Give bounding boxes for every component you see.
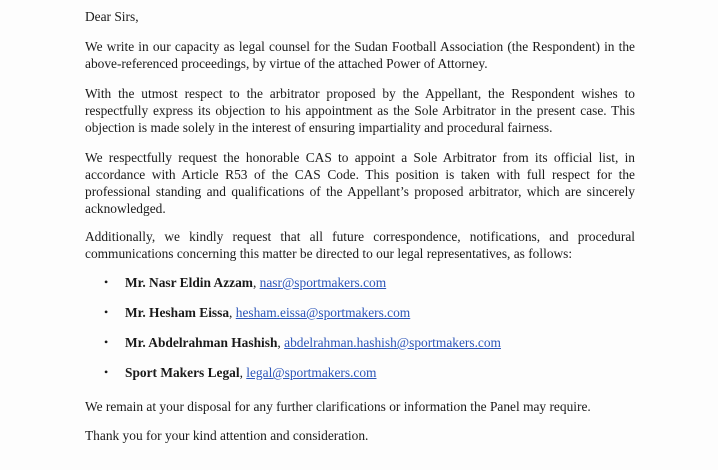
- contact-name: Sport Makers Legal: [125, 365, 240, 380]
- contact-separator: ,: [239, 365, 247, 380]
- contact-separator: ,: [252, 275, 260, 290]
- contact-item: [85, 274, 501, 304]
- bullet-icon: •: [104, 335, 109, 349]
- contact-name: Mr. Hesham Eissa: [125, 305, 230, 320]
- contact-email-link[interactable]: abdelrahman.hashish@sportmakers.com: [284, 335, 501, 350]
- paragraph-thanks: Thank you for your kind attention and consideration.: [85, 428, 369, 443]
- paragraph-representation: We write in our capacity as legal counsel for the Sudan Football Association (the Respondent) in the above-referenced proceedings, by virtue of the attached Power of Attorney.: [85, 39, 635, 71]
- contact-item: [85, 334, 501, 364]
- salutation: Dear Sirs,: [85, 9, 139, 24]
- contact-email-link[interactable]: hesham.eissa@sportmakers.com: [235, 305, 411, 320]
- paragraph-disposal: We remain at your disposal for any further clarifications or information the Panel may require.: [85, 399, 591, 414]
- contact-name: Mr. Nasr Eldin Azzam: [125, 275, 253, 290]
- contact-separator: ,: [277, 335, 285, 350]
- contact-separator: ,: [229, 305, 236, 320]
- bullet-icon: •: [104, 305, 109, 319]
- paragraph-objection: With the utmost respect to the arbitrator proposed by the Appellant, the Respondent wishes to respectfully express its objection to his appointment as the Sole Arbitrator in the present case. This objection is made solely in the interest of ensuring impartiality and procedural fairness.: [85, 86, 635, 135]
- paragraph-correspondence: Additionally, we kindly request that all future correspondence, notifications, and procedural communications concerning this matter be directed to our legal representatives, as follows:: [85, 229, 635, 261]
- contact-item: [85, 364, 501, 394]
- contact-name: Mr. Abdelrahman Hashish: [125, 335, 278, 350]
- bullet-icon: •: [104, 365, 109, 379]
- contact-list: [85, 274, 501, 394]
- contact-email-link[interactable]: nasr@sportmakers.com: [259, 275, 387, 290]
- bullet-icon: •: [104, 275, 109, 289]
- contact-email-link[interactable]: legal@sportmakers.com: [246, 365, 377, 380]
- contact-item: [85, 304, 501, 334]
- paragraph-request-sole-arbitrator: We respectfully request the honorable CAS to appoint a Sole Arbitrator from its official list, in accordance with Article R53 of the CAS Code. This position is taken with full respect for the professional standing and qualifications of the Appellant’s proposed arbitrator, which are sincerely acknowledged.: [85, 150, 635, 216]
